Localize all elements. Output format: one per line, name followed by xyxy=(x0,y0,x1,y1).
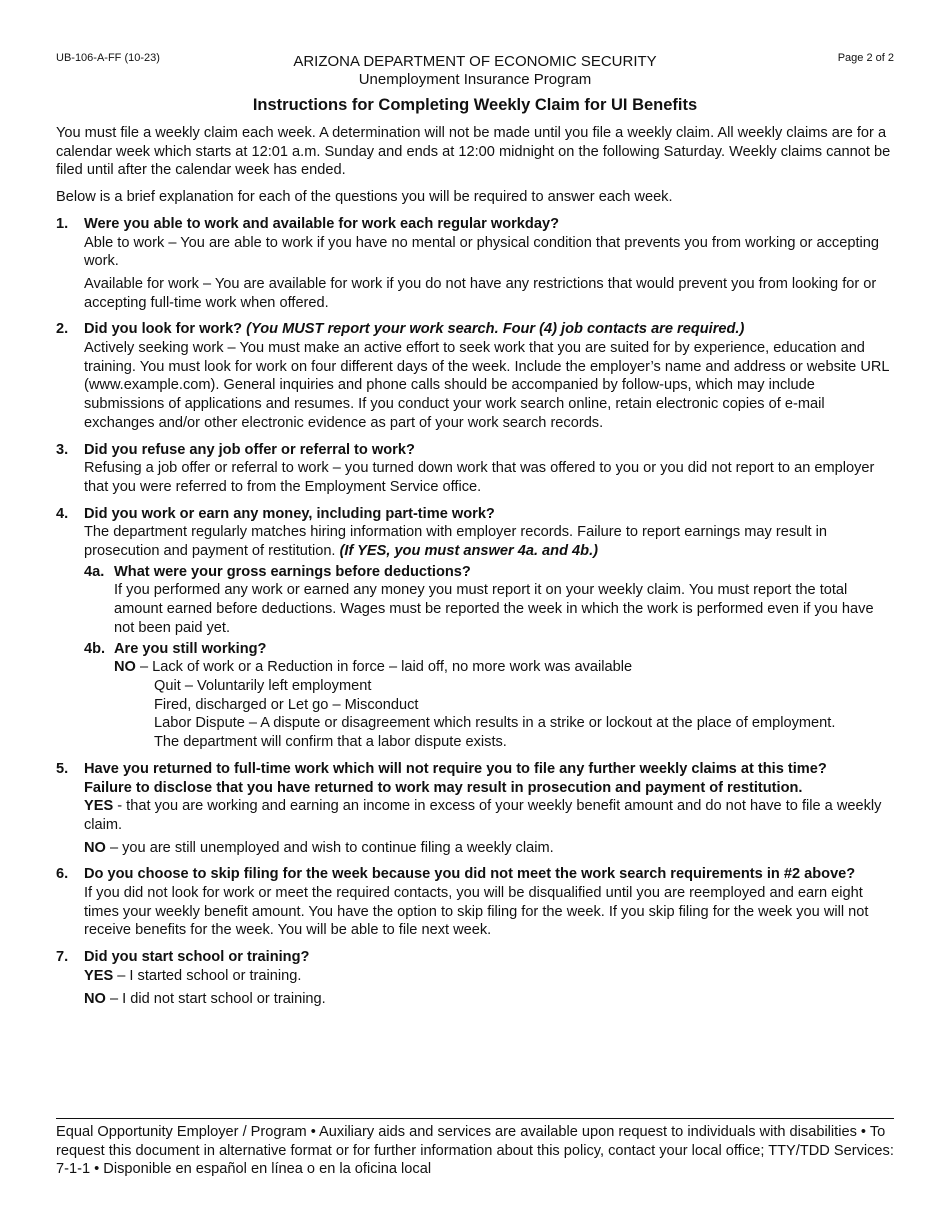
question-7 xyxy=(56,948,896,1008)
subquestion-text: If you performed any work or earned any money you must report it on your weekly claim. You must report the total amount earned before deductions. Wages must be reported the week in which the work is performed even if you have not been paid yet. xyxy=(114,582,874,636)
subquestion-number: 4a. xyxy=(84,563,105,580)
subquestion-4a xyxy=(84,563,896,638)
document-title: Instructions for Completing Weekly Claim for UI Benefits xyxy=(252,96,698,114)
question-text: The department regularly matches hiring information with employer records. Failure to report earnings may result in prosecution and payment of restitution. xyxy=(84,524,827,560)
agency-name: ARIZONA DEPARTMENT OF ECONOMIC SECURITY xyxy=(293,53,657,70)
subquestion-4b xyxy=(84,640,896,752)
answer-text: – I started school or training. xyxy=(113,967,302,984)
intro-paragraph-2: Below is a brief explanation for each of the questions you will be required to answer each week. xyxy=(56,189,673,206)
document-body xyxy=(56,124,896,1016)
question-emphasis: (You MUST report your work search. Four (4) job contacts are required.) xyxy=(246,321,745,338)
question-text: Refusing a job offer or referral to work – you turned down work that was offered to you or you did not report to an employer that you were referred to from the Employment Service office. xyxy=(84,460,875,495)
question-title: Were you able to work and available for work each regular workday? xyxy=(84,215,559,232)
reason-text: Fired, discharged or Let go – Misconduct xyxy=(154,696,419,713)
question-6 xyxy=(56,865,896,940)
question-2 xyxy=(56,320,896,432)
question-title: Did you refuse any job offer or referral to work? xyxy=(84,441,415,458)
question-title: Have you returned to full-time work which will not require you to file any further weekly claims at this time? xyxy=(84,760,827,777)
program-name: Unemployment Insurance Program xyxy=(358,71,592,88)
answer-text: – you are still unemployed and wish to continue filing a weekly claim. xyxy=(105,839,554,856)
no-label: NO xyxy=(114,659,136,676)
question-title: Did you start school or training? xyxy=(84,949,310,966)
no-label: NO xyxy=(84,839,106,856)
question-number: 1. xyxy=(56,215,69,232)
reason-text: – Lack of work or a Reduction in force – laid off, no more work was available xyxy=(135,659,633,676)
question-text: Actively seeking work – You must make an active effort to seek work that you are suited for by experience, education and training. You must look for work on four different days of the week. Include the employer’s name and address or website URL (www.example.com). General inquiries and phone calls should be accompanied by follow-ups, which may include submissions of applications and resumes. If you conduct your work search online, retain electronic copies of e-mail exchanges and/or other electronic evidence as part of your work search records. xyxy=(84,340,889,431)
reason-text: Quit – Voluntarily left employment xyxy=(154,677,372,694)
question-text: Available for work – You are available for work if you do not have any restrictions that would prevent you from looking for or accepting full-time work when offered. xyxy=(84,275,877,311)
no-label: NO xyxy=(84,990,106,1007)
form-id: UB-106-A-FF (10-23) xyxy=(56,52,160,64)
question-number: 5. xyxy=(56,760,69,777)
question-number: 3. xyxy=(56,441,69,458)
subquestion-title: What were your gross earnings before deductions? xyxy=(114,563,471,580)
answer-text: – I did not start school or training. xyxy=(105,990,326,1007)
question-text: Able to work – You are able to work if you have no mental or physical condition that prevents you from working or accepting work. xyxy=(84,234,879,270)
yes-label: YES xyxy=(84,967,114,984)
footer-notice: Equal Opportunity Employer / Program • Auxiliary aids and services are available upon request to individuals with disabilities • To request this document in alternative format or for further information about this policy, contact your local office; TTY/TDD Services: 7-1-1 • Disponible en español en línea o en la oficina local xyxy=(56,1118,894,1179)
subquestion-title: Are you still working? xyxy=(114,640,267,657)
reason-text: The department will confirm that a labor dispute exists. xyxy=(154,734,507,751)
subquestion-number: 4b. xyxy=(84,640,106,657)
yes-label: YES xyxy=(84,798,114,815)
question-1 xyxy=(56,215,896,313)
document-header xyxy=(0,53,950,115)
question-4 xyxy=(56,505,896,752)
page-number: Page 2 of 2 xyxy=(837,52,894,64)
question-emphasis: (If YES, you must answer 4a. and 4b.) xyxy=(339,543,598,560)
question-number: 6. xyxy=(56,866,69,883)
question-title: Did you work or earn any money, including part-time work? xyxy=(84,505,495,522)
intro-paragraph-1: You must file a weekly claim each week. A determination will not be made until you file a weekly claim. All weekly claims are for a calendar week which starts at 12:01 a.m. Sunday and ends at 12:00 midnight on the following Saturday. Weekly claims cannot be filed until after the calendar week has ended. xyxy=(56,125,891,179)
question-warning: Failure to disclose that you have returned to work may result in prosecution and payment of restitution. xyxy=(84,779,803,796)
answer-text: - that you are working and earning an income in excess of your weekly benefit amount and do not have to file a weekly claim. xyxy=(84,798,882,833)
question-3 xyxy=(56,441,896,497)
question-number: 2. xyxy=(56,321,69,338)
question-title: Do you choose to skip filing for the week because you did not meet the work search requirements in #2 above? xyxy=(84,866,856,883)
question-number: 4. xyxy=(56,505,69,522)
question-text: If you did not look for work or meet the required contacts, you will be disqualified until you are reemployed and earn eight times your weekly benefit amount. You have the option to skip filing for the week. If you skip filing for the week you will not receive benefits for the week. You will be able to file next week. xyxy=(84,885,869,939)
question-5 xyxy=(56,760,896,858)
question-title: Did you look for work? xyxy=(84,321,243,338)
question-number: 7. xyxy=(56,949,69,966)
reason-text: Labor Dispute – A dispute or disagreement which results in a strike or lockout at the place of employment. xyxy=(154,715,836,732)
